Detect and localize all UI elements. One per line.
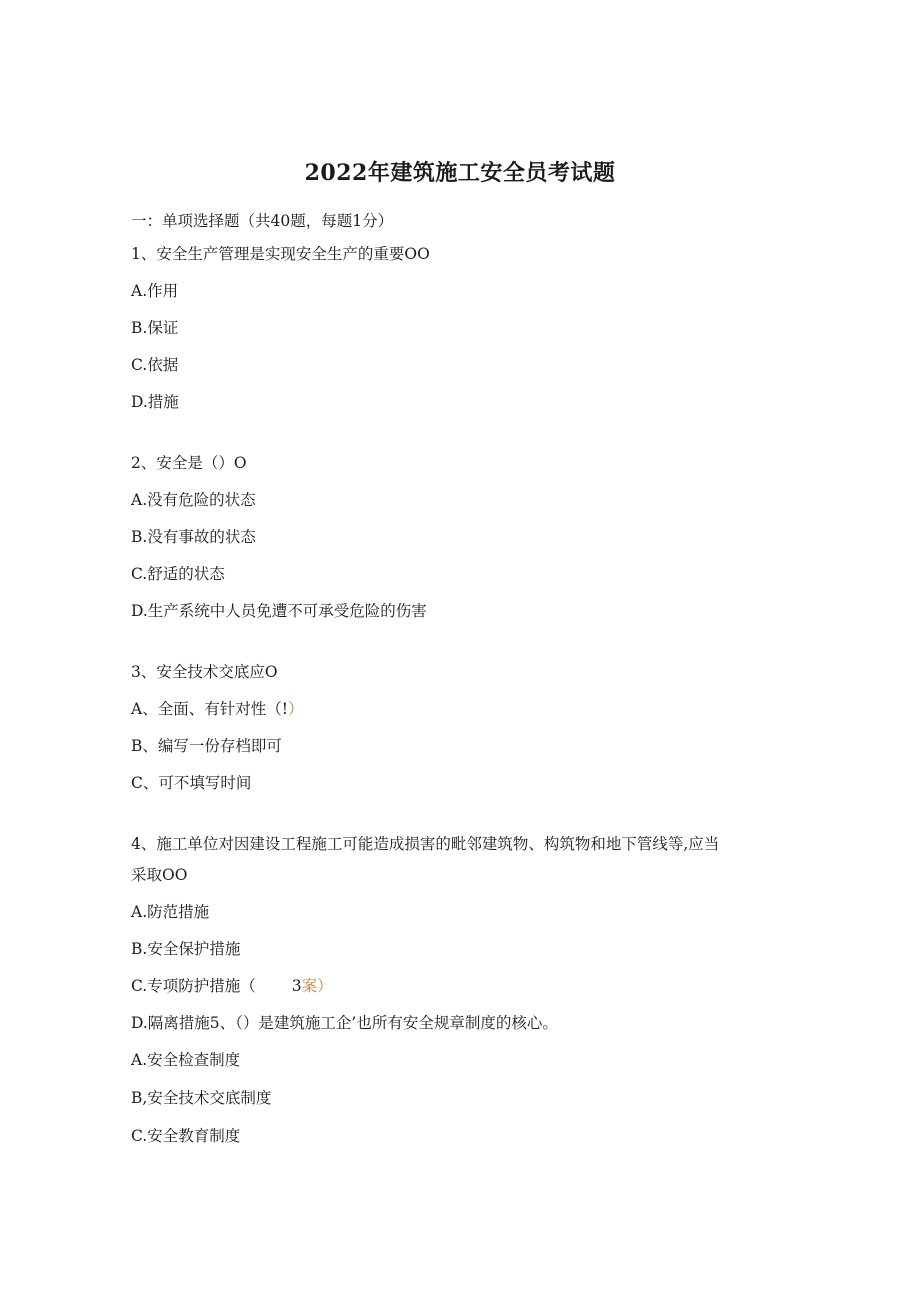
question-3-option-c: C、可不填写时间: [131, 774, 252, 792]
question-1-option-d: D.措施: [131, 393, 179, 411]
question-3-stem: 3、安全技术交底应O: [131, 663, 278, 681]
question-2-stem: 2、安全是（）O: [131, 454, 247, 472]
question-5-option-c: C.安全教育制度: [131, 1127, 241, 1145]
section-heading: 一：单项选择题（共40题，每题1分）: [131, 212, 394, 230]
question-4-stem-line-1: 4、施工单位对因建设工程施工可能造成损害的毗邻建筑物、构筑物和地下管线等,应当: [131, 835, 720, 853]
question-3-option-b: B、编写一份存档即可: [131, 737, 282, 755]
question-4-option-a: A.防范措施: [131, 903, 210, 921]
answer-mark: 案）: [301, 977, 333, 995]
question-2-option-a: A.没有危险的状态: [131, 491, 256, 509]
question-2-option-c: C.舒适的状态: [131, 565, 225, 583]
question-5-option-b: B,安全技术交底制度: [131, 1089, 272, 1107]
page-title: 2022年建筑施工安全员考试题: [304, 160, 616, 186]
question-1-option-a: A.作用: [131, 282, 179, 300]
question-5-option-a: A.安全检查制度: [131, 1051, 241, 1069]
question-4-stem-line-2: 采取OO: [131, 866, 188, 884]
answer-mark: ）: [287, 700, 304, 718]
question-4-option-b: B.安全保护措施: [131, 940, 241, 958]
question-4-option-c: [131, 976, 333, 996]
question-1-stem: 1、安全生产管理是实现安全生产的重要OO: [131, 245, 430, 263]
question-4-option-c-text: C.专项防护措施（: [131, 977, 256, 995]
question-2-option-d: D.生产系统中人员免遭不可承受危险的伤害: [131, 602, 427, 620]
question-1-option-b: B.保证: [131, 319, 179, 337]
question-3-option-a: [131, 699, 303, 719]
question-4-option-c-number: 3: [291, 977, 302, 995]
question-3-option-a-text: A、全面、有针对性（!: [131, 700, 288, 718]
question-2-option-b: B.没有事故的状态: [131, 528, 256, 546]
question-1-option-c: C.依据: [131, 356, 179, 374]
question-4-option-d: D.隔离措施5、（）是建筑施工企’也所有安全规章制度的核心。: [131, 1014, 558, 1032]
